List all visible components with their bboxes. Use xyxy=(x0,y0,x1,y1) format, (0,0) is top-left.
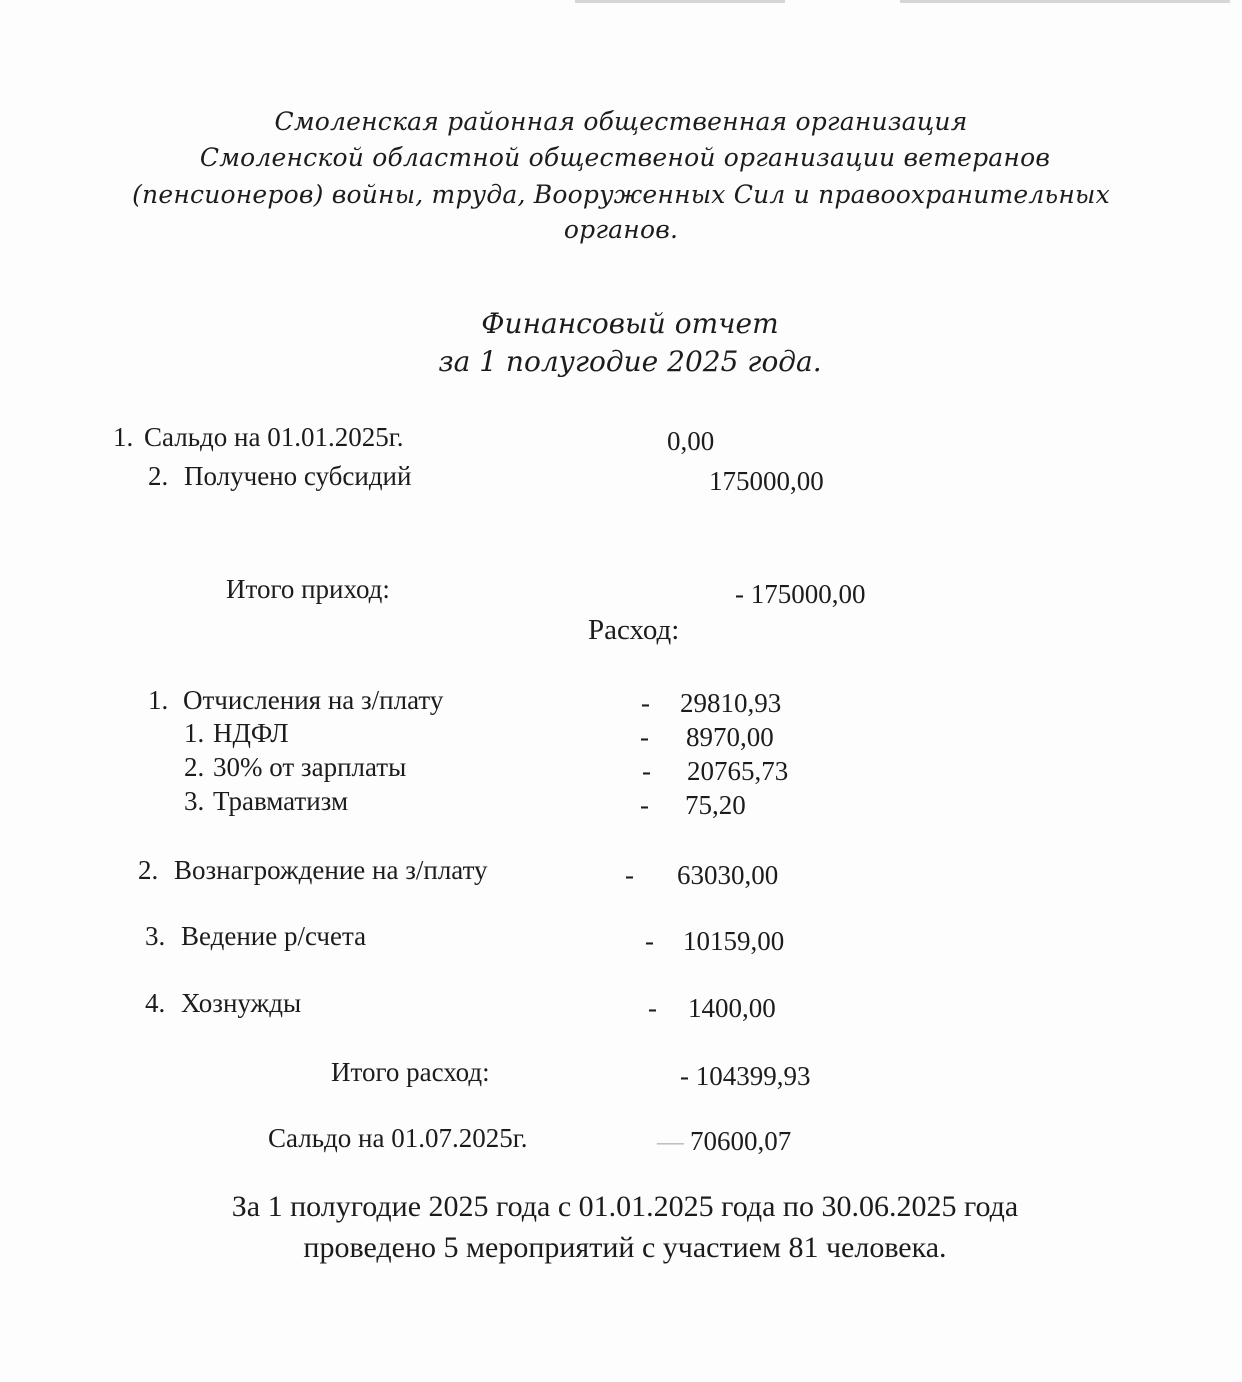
expense-item-4-dash: - xyxy=(648,993,657,1023)
income-item-1-value: 0,00 xyxy=(667,426,715,456)
expense-item-2-dash: - xyxy=(625,860,634,890)
expense-subitem-2-dash: - xyxy=(642,756,651,786)
income-item-1-label: Сальдо на 01.01.2025г. xyxy=(144,422,404,452)
expense-subitem-3-label: Травматизм xyxy=(213,786,349,816)
income-item-2-value: 175000,00 xyxy=(709,466,824,496)
expense-item-1-value: 29810,93 xyxy=(680,688,782,718)
expense-subitem-2-value: 20765,73 xyxy=(687,756,789,786)
expense-item-3-value: 10159,00 xyxy=(683,926,785,956)
income-item-1-number: 1. xyxy=(113,422,134,452)
scan-artifact xyxy=(900,0,1230,3)
org-header-line-2: Смоленской областной общественой организации ветеранов xyxy=(199,143,1051,172)
closing-balance-label: Сальдо на 01.07.2025г. xyxy=(268,1123,528,1153)
expense-item-4-label: Хознужды xyxy=(181,988,302,1018)
expense-item-3-number: 3. xyxy=(145,921,166,951)
income-total-value: - 175000,00 xyxy=(735,579,866,609)
summary-line-1: За 1 полугодие 2025 года с 01.01.2025 года по 30.06.2025 года xyxy=(231,1190,1019,1223)
expense-item-4-number: 4. xyxy=(145,988,166,1018)
expense-item-4-value: 1400,00 xyxy=(688,993,776,1023)
income-item-2-number: 2. xyxy=(148,461,169,491)
expense-heading: Расход: xyxy=(588,614,680,646)
org-header-line-4: органов. xyxy=(563,215,679,244)
summary-line-2: проведено 5 мероприятий с участием 81 человека. xyxy=(303,1231,947,1264)
org-header-line-1: Смоленская районная общественная организация xyxy=(274,107,968,136)
closing-balance-value: 70600,07 xyxy=(690,1126,792,1156)
expense-subitem-1-dash: - xyxy=(640,722,649,752)
income-item-2-label: Получено субсидий xyxy=(184,461,412,491)
expense-subitem-1-number: 1. xyxy=(184,718,205,748)
expense-subitem-1-label: НДФЛ xyxy=(213,718,289,748)
expense-subitem-2-number: 2. xyxy=(184,752,205,782)
expense-subitem-3-dash: - xyxy=(640,790,649,820)
expense-item-1-label: Отчисления на з/плату xyxy=(183,685,444,715)
expense-total-value: - 104399,93 xyxy=(680,1061,811,1091)
expense-total-label: Итого расход: xyxy=(331,1057,490,1087)
org-header-line-3: (пенсионеров) войны, труда, Вооруженных Сил и правоохранительных xyxy=(132,180,1110,209)
scan-artifact xyxy=(575,0,785,3)
expense-subitem-2-label: 30% от зарплаты xyxy=(213,752,407,782)
income-total-label: Итого приход: xyxy=(226,574,390,604)
expense-item-1-number: 1. xyxy=(148,685,169,715)
closing-balance-dash: — xyxy=(657,1126,684,1156)
expense-item-2-label: Вознагрождение на з/плату xyxy=(174,855,488,885)
expense-item-3-dash: - xyxy=(645,926,654,956)
report-title: Финансовый отчет xyxy=(481,307,779,340)
expense-item-2-value: 63030,00 xyxy=(677,860,779,890)
expense-subitem-1-value: 8970,00 xyxy=(686,722,774,752)
expense-subitem-3-number: 3. xyxy=(184,786,205,816)
expense-subitem-3-value: 75,20 xyxy=(685,790,746,820)
expense-item-1-dash: - xyxy=(641,688,650,718)
expense-item-2-number: 2. xyxy=(138,855,159,885)
expense-item-3-label: Ведение р/счета xyxy=(181,921,367,951)
report-period: за 1 полугодие 2025 года. xyxy=(438,345,822,378)
